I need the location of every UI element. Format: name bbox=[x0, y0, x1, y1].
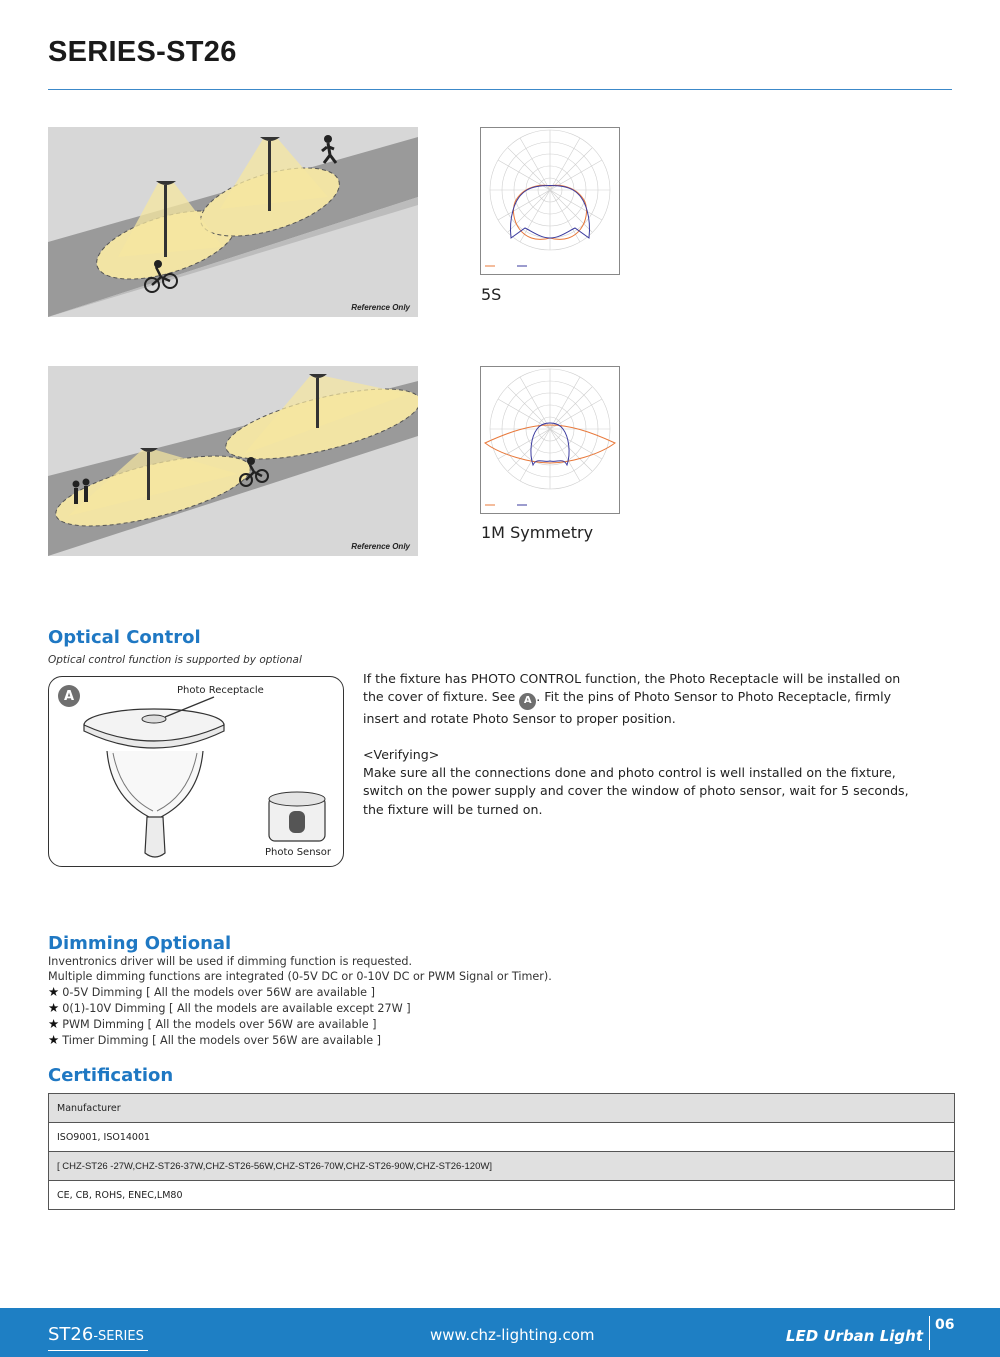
optical-control-description bbox=[363, 670, 923, 819]
dimming-line: Inventronics driver will be used if dimming function is requested. bbox=[48, 955, 413, 968]
dimming-description bbox=[48, 954, 552, 1048]
table-row bbox=[49, 1181, 955, 1210]
star-icon: ★ bbox=[48, 1000, 60, 1015]
optical-control-subtitle: Optical control function is supported by optional bbox=[48, 654, 302, 666]
photo-sensor-label: Photo Sensor bbox=[265, 847, 331, 858]
table-cell: [ CHZ-ST26 -27W,CHZ-ST26-37W,CHZ-ST26-56W,CHZ-ST26-70W,CHZ-ST26-90W,CHZ-ST26-120W] bbox=[49, 1152, 955, 1181]
verifying-text: Make sure all the connections done and photo control is well installed on the fixture, switch on the power supply and cover the window of photo sensor, wait for 5 seconds, the fixture will be turned on. bbox=[363, 765, 909, 817]
footer-series-underline bbox=[48, 1350, 148, 1351]
distribution-caption: 5S bbox=[481, 285, 502, 304]
star-icon: ★ bbox=[48, 984, 60, 999]
optical-text-part2: . Fit the pins of Photo Sensor to Photo Receptacle, firmly insert and rotate Photo Sensor to proper position. bbox=[363, 689, 892, 726]
dimming-item: ★ PWM Dimming [ All the models over 56W are available ] bbox=[48, 1016, 377, 1031]
footer-series: ST26-SERIES bbox=[48, 1324, 144, 1345]
dimming-heading: Dimming Optional bbox=[48, 933, 232, 954]
page-title: SERIES-ST26 bbox=[48, 36, 237, 68]
certification-table bbox=[48, 1093, 955, 1210]
table-cell: CE, CB, ROHS, ENEC,LM80 bbox=[49, 1181, 955, 1210]
title-divider bbox=[48, 89, 952, 90]
page-number: 06 bbox=[935, 1317, 955, 1333]
optical-text-part1: If the fixture has PHOTO CONTROL function, the Photo Receptacle will be installed on the cover of fixture. See bbox=[363, 671, 901, 705]
dimming-item: ★ 0-5V Dimming [ All the models over 56W are available ] bbox=[48, 984, 375, 999]
table-row bbox=[49, 1094, 955, 1123]
certification-heading: Certification bbox=[48, 1065, 174, 1086]
scene-illustration-1m bbox=[48, 366, 418, 556]
star-icon: ★ bbox=[48, 1016, 60, 1031]
footer-tagline: LED Urban Light bbox=[785, 1327, 923, 1345]
photo-control-illustration bbox=[48, 676, 344, 867]
reference-note: Reference Only bbox=[351, 303, 410, 312]
dimming-item: ★ 0(1)-10V Dimming [ All the models are available except 27W ] bbox=[48, 1000, 411, 1015]
table-cell: ISO9001, ISO14001 bbox=[49, 1123, 955, 1152]
inline-badge-a: A bbox=[519, 693, 536, 710]
reference-note: Reference Only bbox=[351, 542, 410, 551]
table-row bbox=[49, 1123, 955, 1152]
table-row bbox=[49, 1152, 955, 1181]
optical-control-heading: Optical Control bbox=[48, 627, 201, 648]
footer-website-link[interactable]: www.chz-lighting.com bbox=[430, 1326, 595, 1344]
dimming-line: Multiple dimming functions are integrated (0-5V DC or 0-10V DC or PWM Signal or Timer). bbox=[48, 970, 552, 983]
badge-a: A bbox=[58, 685, 80, 707]
verifying-label: <Verifying> bbox=[363, 747, 440, 762]
distribution-caption: 1M Symmetry bbox=[481, 523, 594, 542]
dimming-item: ★ Timer Dimming [ All the models over 56W are available ] bbox=[48, 1032, 382, 1047]
photo-receptacle-label: Photo Receptacle bbox=[177, 685, 264, 696]
polar-diagram-5s bbox=[480, 127, 620, 275]
star-icon: ★ bbox=[48, 1032, 60, 1047]
table-cell: Manufacturer bbox=[49, 1094, 955, 1123]
polar-diagram-1m bbox=[480, 366, 620, 514]
scene-illustration-5s bbox=[48, 127, 418, 317]
footer-divider bbox=[929, 1316, 930, 1350]
